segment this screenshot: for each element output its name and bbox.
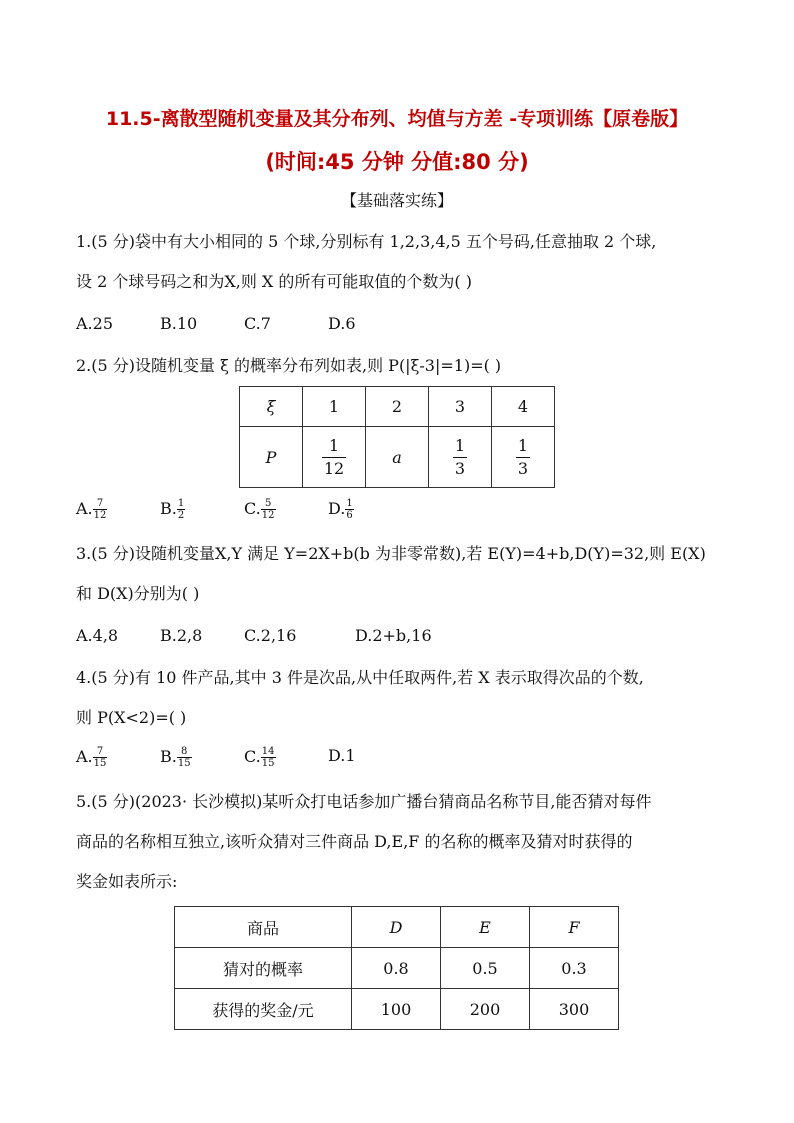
option-c: C.7 xyxy=(244,314,271,333)
question-4-line-2: 则 P(X<2)=( ) xyxy=(76,708,187,727)
option-d: D.1 xyxy=(328,746,356,765)
question-3-line-1: 3.(5 分)设随机变量X,Y 满足 Y=2X+b(b 为非零常数),若 E(Y)=4+b,D(Y)=32,则 E(X) xyxy=(76,544,706,563)
option-a: A.25 xyxy=(76,314,113,333)
table-cell: 猜对的概率 xyxy=(175,948,352,989)
question-5 xyxy=(76,782,726,902)
table-cell: 2 xyxy=(366,387,429,427)
table-cell: a xyxy=(366,427,429,488)
table-cell: ξ xyxy=(240,387,303,427)
table-cell: 0.5 xyxy=(441,948,530,989)
option-d: D. $\frac{1}{6}$ xyxy=(328,498,353,521)
fraction-numerator: 1 xyxy=(454,435,466,455)
table-cell: 200 xyxy=(441,989,530,1030)
prize-table xyxy=(174,906,619,1030)
question-3 xyxy=(76,534,726,614)
question-5-line-3: 奖金如表所示: xyxy=(76,872,178,891)
question-2 xyxy=(76,346,726,386)
table-cell: 4 xyxy=(492,387,555,427)
table-cell xyxy=(429,427,492,488)
table-cell: 300 xyxy=(530,989,619,1030)
fraction-numerator: 1 xyxy=(517,435,529,455)
option-b: B. $\frac{8}{15}$ xyxy=(160,746,191,769)
distribution-table xyxy=(239,386,555,488)
table-cell: 1 xyxy=(303,387,366,427)
option-c: C. $\frac{14}{15}$ xyxy=(244,746,275,769)
question-4 xyxy=(76,658,726,738)
fraction-denominator: 3 xyxy=(454,458,466,478)
option-b: B. $\frac{1}{2}$ xyxy=(160,498,185,521)
table-cell xyxy=(303,427,366,488)
question-1-line-2: 设 2 个球号码之和为X,则 X 的所有可能取值的个数为( ) xyxy=(76,272,472,291)
table-cell: 3 xyxy=(429,387,492,427)
question-5-line-2: 商品的名称相互独立,该听众猜对三件商品 D,E,F 的名称的概率及猜对时获得的 xyxy=(76,832,633,851)
table-header-cell: 商品 xyxy=(175,907,352,948)
question-1 xyxy=(76,222,726,302)
fraction-denominator: 3 xyxy=(517,458,529,478)
option-b: B.2,8 xyxy=(160,626,203,645)
option-a: A.4,8 xyxy=(76,626,119,645)
table-cell: 0.8 xyxy=(352,948,441,989)
table-header-cell: E xyxy=(441,907,530,948)
option-c: C. $\frac{5}{12}$ xyxy=(244,498,275,521)
table-header-cell: D xyxy=(352,907,441,948)
option-b: B.10 xyxy=(160,314,198,333)
section-heading: 【基础落实练】 xyxy=(340,191,453,210)
question-1-line-1: 1.(5 分)袋中有大小相同的 5 个球,分别标有 1,2,3,4,5 五个号码,任意抽取 2 个球, xyxy=(76,232,657,251)
page-title: 11.5-离散型随机变量及其分布列、均值与方差 -专项训练【原卷版】 xyxy=(105,108,689,130)
option-a: A. $\frac{7}{15}$ xyxy=(76,746,107,769)
table-cell: 100 xyxy=(352,989,441,1030)
fraction-numerator: 1 xyxy=(328,435,340,455)
table-cell: 0.3 xyxy=(530,948,619,989)
question-3-line-2: 和 D(X)分别为( ) xyxy=(76,584,200,603)
option-c: C.2,16 xyxy=(244,626,297,645)
question-2-text: 2.(5 分)设随机变量 ξ 的概率分布列如表,则 P(|ξ-3|=1)=( ) xyxy=(76,356,502,375)
table-cell xyxy=(492,427,555,488)
question-5-line-1: 5.(5 分)(2023· 长沙模拟)某听众打电话参加广播台猜商品名称节目,能否猜对每件 xyxy=(76,792,652,811)
question-4-line-1: 4.(5 分)有 10 件产品,其中 3 件是次品,从中任取两件,若 X 表示取得次品的个数, xyxy=(76,668,644,687)
page-subtitle: (时间:45 分钟 分值:80 分) xyxy=(265,150,529,174)
option-a: A. $\frac{7}{12}$ xyxy=(76,498,107,521)
table-cell: P xyxy=(240,427,303,488)
table-header-cell: F xyxy=(530,907,619,948)
fraction-denominator: 12 xyxy=(323,458,345,478)
option-d: D.2+b,16 xyxy=(355,626,432,645)
table-cell: 获得的奖金/元 xyxy=(175,989,352,1030)
option-d: D.6 xyxy=(328,314,356,333)
